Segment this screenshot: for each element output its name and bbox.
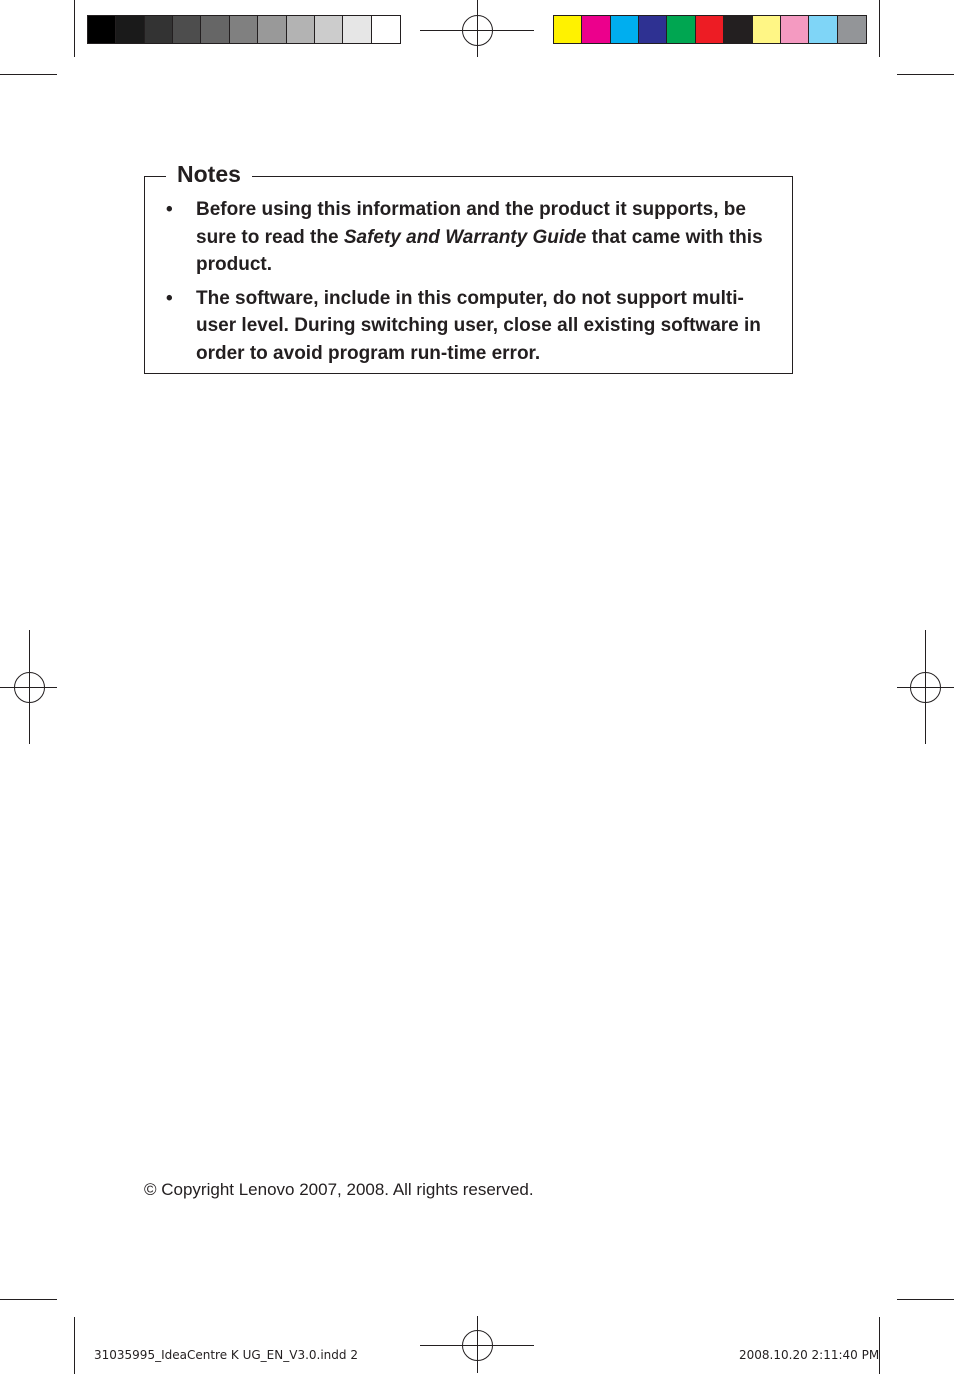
color-swatch xyxy=(724,16,752,43)
notes-list xyxy=(166,196,766,373)
color-swatch xyxy=(667,16,695,43)
gray-swatch xyxy=(343,16,371,43)
gray-swatch xyxy=(88,16,116,43)
notes-title: Notes xyxy=(166,158,252,190)
slug-file-name: 31035995_IdeaCentre K UG_EN_V3.0.indd 2 xyxy=(94,1348,358,1362)
gray-swatch xyxy=(145,16,173,43)
color-swatch xyxy=(639,16,667,43)
bullet-icon: • xyxy=(166,199,173,220)
note-2-text: The software, include in this computer, do not support multi-user level. During switching user, close all existing software in order to avoid program run-time error. xyxy=(196,287,761,364)
gray-swatch xyxy=(201,16,229,43)
list-item xyxy=(166,196,766,279)
process-color-bar xyxy=(553,15,867,44)
gray-swatch xyxy=(230,16,258,43)
safety-warranty-guide-reference: Safety and Warranty Guide xyxy=(343,226,587,248)
note-1-text-end: that came with this product. xyxy=(196,226,763,275)
gray-swatch xyxy=(372,16,400,43)
gray-swatch xyxy=(287,16,315,43)
list-item xyxy=(166,285,766,368)
color-swatch xyxy=(781,16,809,43)
note-1-text-start: Before using this information and the product it supports, be sure to read the xyxy=(196,199,746,248)
color-swatch xyxy=(696,16,724,43)
copyright-notice: © Copyright Lenovo 2007, 2008. All rights reserved. xyxy=(144,1180,534,1199)
color-swatch xyxy=(809,16,837,43)
gray-swatch xyxy=(258,16,286,43)
gray-swatch xyxy=(116,16,144,43)
color-swatch xyxy=(582,16,610,43)
gray-swatch xyxy=(315,16,343,43)
color-swatch xyxy=(753,16,781,43)
grayscale-color-bar xyxy=(87,15,401,44)
color-swatch xyxy=(611,16,639,43)
color-swatch xyxy=(554,16,582,43)
gray-swatch xyxy=(173,16,201,43)
bullet-icon: • xyxy=(166,287,173,309)
slug-datetime: 2008.10.20 2:11:40 PM xyxy=(739,1348,880,1362)
color-swatch xyxy=(838,16,866,43)
